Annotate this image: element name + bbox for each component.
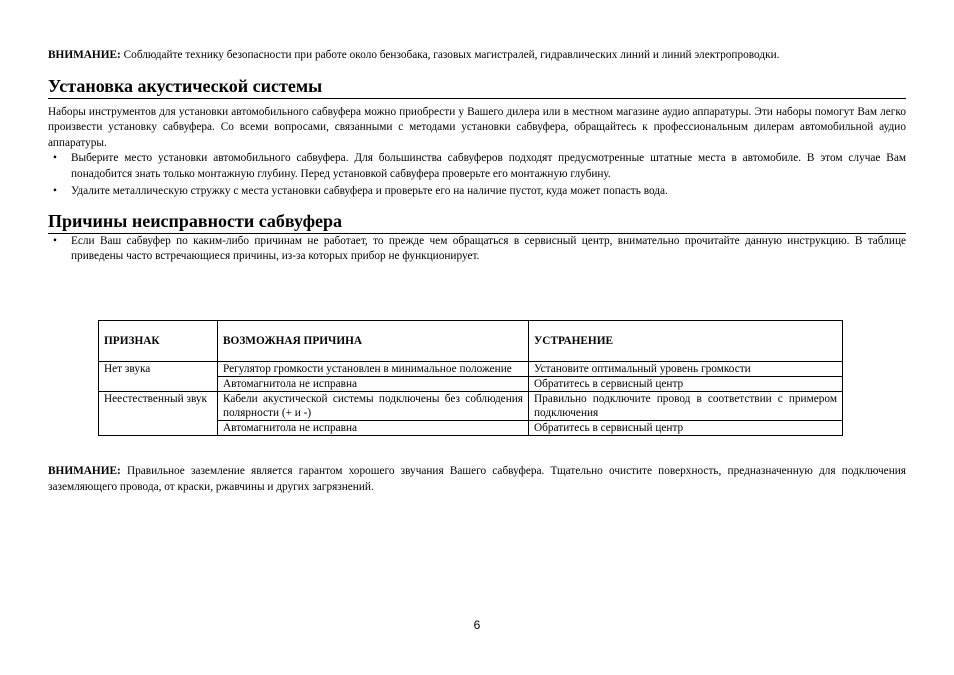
- section-heading-troubleshooting: Причины неисправности сабвуфера: [48, 210, 906, 234]
- cause-cell: Регулятор громкости установлен в минимальное положение: [218, 362, 529, 377]
- troubleshooting-notes: [48, 234, 906, 265]
- document-page: [48, 45, 906, 493]
- symptom-cell: Неестественный звук: [99, 392, 218, 436]
- bullet-icon: •: [53, 234, 57, 247]
- page-number: 6: [473, 618, 481, 632]
- troubleshooting-table: [98, 320, 843, 436]
- list-item-text: Если Ваш сабвуфер по каким-либо причинам не работает, то прежде чем обращаться в сервисный центр, внимательно прочитайте данную инструкцию. В таблице приведены часто встречающиеся причины, из-за которых прибор не функционирует.: [71, 234, 906, 262]
- cause-cell: Автомагнитола не исправна: [218, 377, 529, 392]
- warning-label: ВНИМАНИЕ:: [48, 465, 121, 477]
- list-item: [48, 234, 906, 265]
- installation-intro: Наборы инструментов для установки автомобильного сабвуфера можно приобрести у Вашего дилера или в местном магазине аудио аппаратуры. Эти наборы помогут Вам легко произвести установку сабвуфера. Со всеми вопросами, связанными с методами установки сабвуфера, обращайтесь к профессиональным дилерам автомобильной аудио аппаратуры.: [48, 105, 906, 149]
- column-header-symptom: ПРИЗНАК: [99, 321, 218, 362]
- list-item: [48, 184, 906, 200]
- fix-cell: Правильно подключите провод в соответствии с примером подключения: [529, 392, 843, 421]
- table-row: [99, 392, 843, 421]
- fix-cell: Обратитесь в сервисный центр: [529, 421, 843, 436]
- section-heading-installation: Установка акустической системы: [48, 75, 906, 99]
- column-header-cause: ВОЗМОЖНАЯ ПРИЧИНА: [218, 321, 529, 362]
- table-header-row: [99, 321, 843, 362]
- list-item-text: Удалите металлическую стружку с места установки сабвуфера и проверьте его на наличие пустот, куда может попасть вода.: [71, 185, 668, 197]
- warning-text: Соблюдайте технику безопасности при работе около бензобака, газовых магистралей, гидравлических линий и линий электропроводки.: [120, 49, 780, 61]
- table-row: [99, 362, 843, 377]
- warning-label: ВНИМАНИЕ:: [48, 49, 121, 61]
- column-header-fix: УСТРАНЕНИЕ: [529, 321, 843, 362]
- symptom-cell: Нет звука: [99, 362, 218, 392]
- list-item-text: Выберите место установки автомобильного сабвуфера. Для большинства сабвуферов подходят предусмотренные штатные места в автомобиле. В этом случае Вам понадобится знать только монтажную глубину. Перед установкой сабвуфера проверьте его монтажную глубину.: [71, 152, 906, 180]
- warning-text: Правильное заземление является гарантом хорошего звучания Вашего сабвуфера. Тщательно очистите поверхность, предназначенную для подключения заземляющего провода, от краски, ржавчины и других загрязнений.: [48, 465, 906, 493]
- cause-cell: Автомагнитола не исправна: [218, 421, 529, 436]
- cause-cell: Кабели акустической системы подключены без соблюдения полярности (+ и -): [218, 392, 529, 421]
- bullet-icon: •: [53, 152, 57, 164]
- fix-cell: Обратитесь в сервисный центр: [529, 377, 843, 392]
- grounding-warning: [48, 464, 906, 495]
- installation-steps: [48, 151, 906, 200]
- safety-warning: [48, 48, 906, 64]
- list-item: [48, 151, 906, 182]
- fix-cell: Установите оптимальный уровень громкости: [529, 362, 843, 377]
- bullet-icon: •: [53, 185, 57, 197]
